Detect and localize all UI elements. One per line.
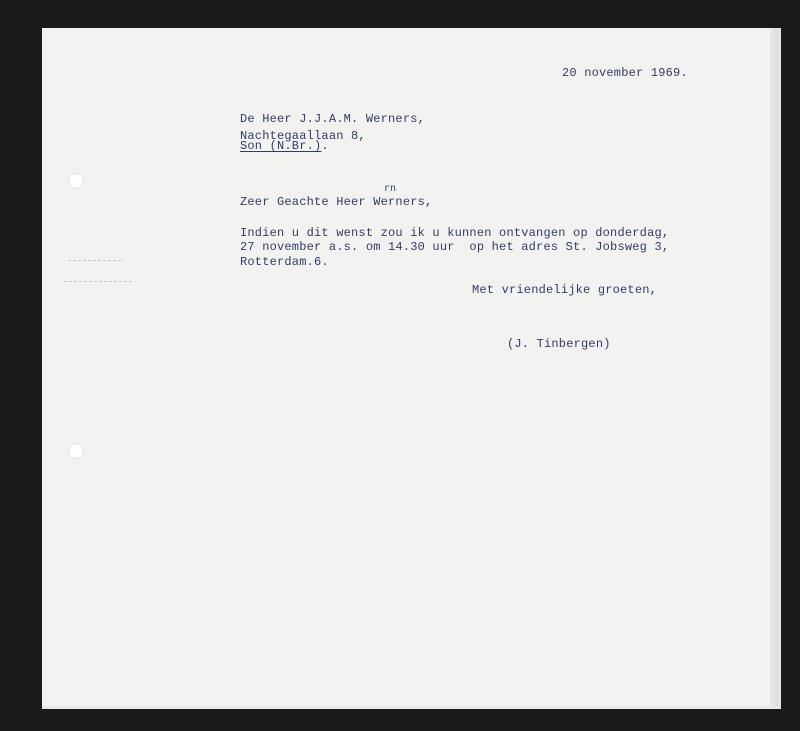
punch-hole-bottom <box>68 443 84 459</box>
salutation: Zeer Geachte Heer Werners, <box>240 195 433 209</box>
body-line: Rotterdam.6. <box>240 255 329 269</box>
closing: Met vriendelijke groeten, <box>472 283 658 297</box>
signature: (J. Tinbergen) <box>507 337 611 351</box>
paper-edge <box>770 28 778 706</box>
paper-smudge <box>64 281 134 282</box>
recipient-city-suffix: . <box>321 139 329 153</box>
paper-smudge <box>68 260 124 261</box>
letter-date: 20 november 1969. <box>562 66 688 80</box>
recipient-city-name: Son (N.Br.) <box>240 139 322 153</box>
letter-page <box>42 28 781 709</box>
recipient-name: De Heer J.J.A.M. Werners, <box>240 112 426 126</box>
body-line: 27 november a.s. om 14.30 uur op het adres St. Jobsweg 3, <box>240 240 670 254</box>
recipient-city <box>240 139 329 154</box>
recipient-street: Nachtegaallaan 8, <box>240 129 366 143</box>
punch-hole-top <box>68 173 84 189</box>
body-line: Indien u dit wenst zou ik u kunnen ontvangen op donderdag, <box>240 226 670 240</box>
typed-correction-mark: rn <box>384 184 397 195</box>
